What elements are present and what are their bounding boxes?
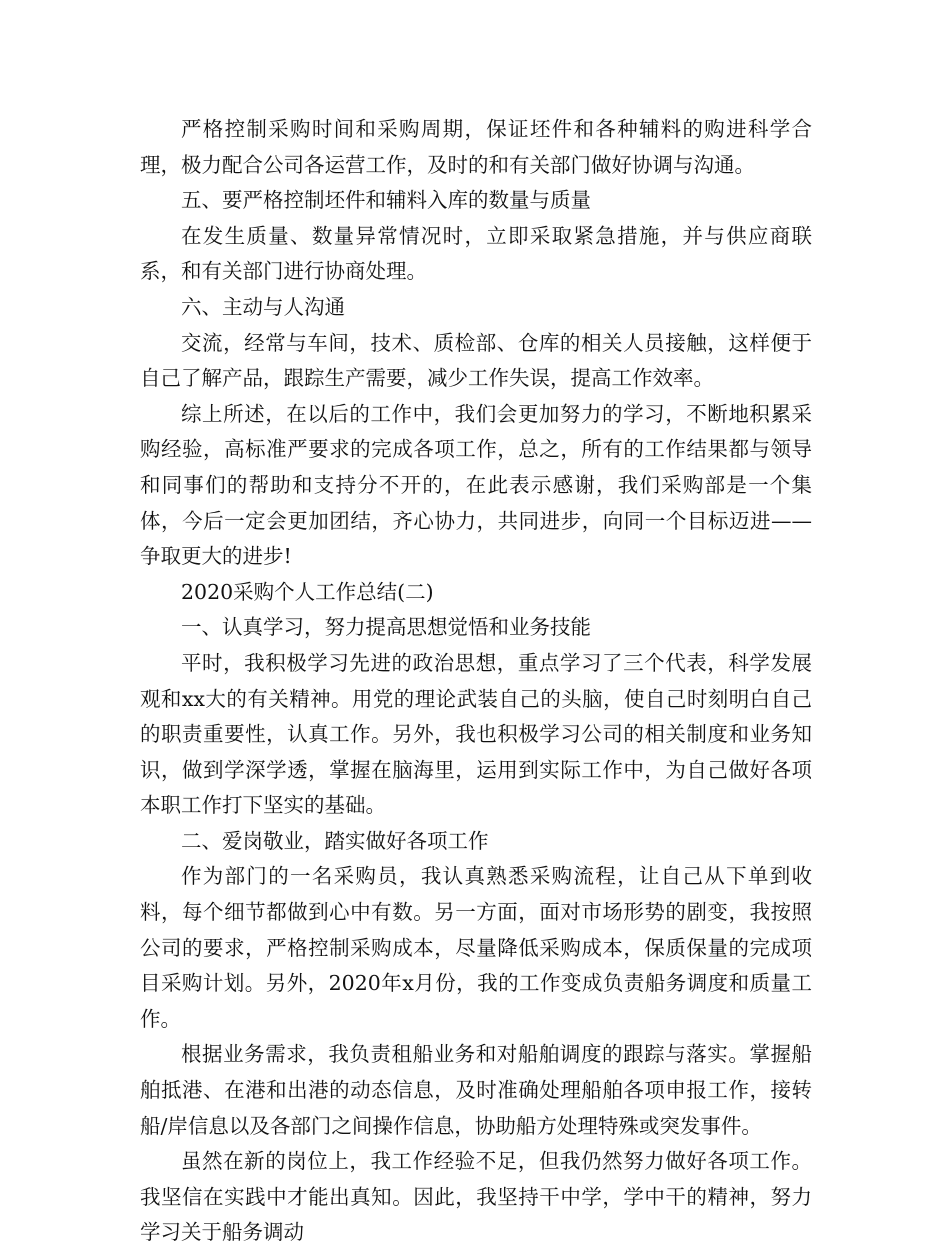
body-paragraph: 根据业务需求，我负责租船业务和对船舶调度的跟踪与落实。掌握船舶抵港、在港和出港的动态信息，及时准确处理船舶各项申报工作，接转船/岸信息以及各部门之间操作信息，协助船方处理特殊或突发事件。 (140, 1042, 812, 1138)
document-subtitle: 2020采购个人工作总结(二) (181, 579, 434, 604)
body-paragraph: 在发生质量、数量异常情况时，立即采取紧急措施，并与供应商联系，和有关部门进行协商处理。 (140, 223, 812, 284)
section-heading: 一、认真学习，努力提高思想觉悟和业务技能 (181, 615, 591, 640)
body-paragraph: 严格控制采购时间和采购周期，保证坯件和各种辅料的购进科学合理，极力配合公司各运营工作，及时的和有关部门做好协调与沟通。 (140, 117, 812, 177)
section-heading: 六、主动与人沟通 (181, 294, 345, 319)
body-paragraph: 平时，我积极学习先进的政治思想，重点学习了三个代表，科学发展观和xx大的有关精神。用党的理论武装自己的头脑，使自己时刻明白自己的职责重要性，认真工作。另外，我也积极学习公司的相关制度和业务知识，做到学深学透，掌握在脑海里，运用到实际工作中，为自己做好各项本职工作打下坚实的基础。 (140, 650, 812, 818)
body-paragraph: 作为部门的一名采购员，我认真熟悉采购流程，让自己从下单到收料，每个细节都做到心中有数。另一方面，面对市场形势的剧变，我按照公司的要求，严格控制采购成本，尽量降低采购成本，保质保量的完成项目采购计划。另外，2020年x月份，我的工作变成负责船务调度和质量工作。 (140, 864, 812, 1031)
section-heading: 五、要严格控制坯件和辅料入库的数量与质量 (181, 188, 591, 213)
document-body (140, 112, 812, 1251)
body-paragraph: 虽然在新的岗位上，我工作经验不足，但我仍然努力做好各项工作。我坚信在实践中才能出真知。因此，我坚持干中学，学中干的精神，努力学习关于船务调动 (140, 1149, 812, 1245)
section-heading: 二、爱岗敬业，踏实做好各项工作 (181, 828, 489, 853)
body-paragraph: 交流，经常与车间，技术、质检部、仓库的相关人员接触，这样便于自己了解产品，跟踪生产需要，减少工作失误，提高工作效率。 (140, 330, 812, 391)
body-paragraph: 综上所述，在以后的工作中，我们会更加努力的学习，不断地积累采购经验，高标准严要求的完成各项工作，总之，所有的工作结果都与领导和同事们的帮助和支持分不开的，在此表示感谢，我们采购部是一个集体，今后一定会更加团结，齐心协力，共同进步，向同一个目标迈进——争取更大的进步! (140, 401, 812, 569)
